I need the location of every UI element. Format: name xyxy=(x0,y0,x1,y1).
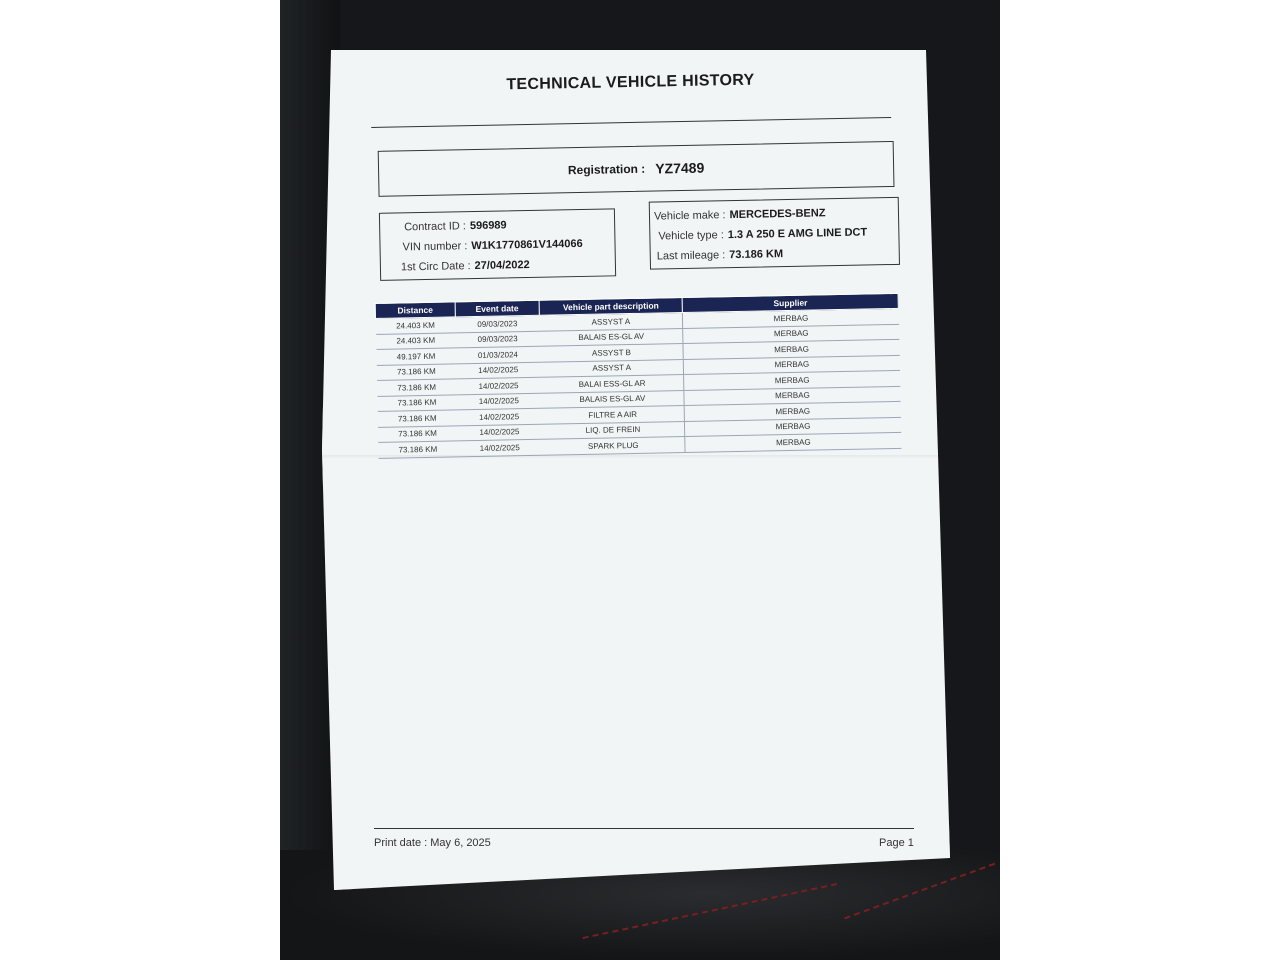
contract-id-value: 596989 xyxy=(469,219,507,233)
part-description-cell: BALAI ESS-GL AR xyxy=(540,375,684,393)
supplier-cell: MERBAG xyxy=(684,355,900,375)
vehicle-make-row xyxy=(654,207,826,222)
event-date-cell: 01/03/2024 xyxy=(456,346,540,363)
seat-stitch xyxy=(582,883,837,941)
supplier-cell: MERBAG xyxy=(684,386,900,406)
event-date-cell: 14/02/2025 xyxy=(456,377,540,394)
supplier-cell: MERBAG xyxy=(685,401,901,421)
part-description-cell: LIQ. DE FREIN xyxy=(541,421,685,439)
event-date-cell: 14/02/2025 xyxy=(457,408,541,425)
contract-id-row xyxy=(404,219,507,233)
distance-cell: 24.403 KM xyxy=(375,317,455,334)
column-header-distance: Distance xyxy=(375,302,455,319)
registration-label: Registration : xyxy=(567,161,646,178)
supplier-cell: MERBAG xyxy=(685,417,901,437)
document-title: TECHNICAL VEHICLE HISTORY xyxy=(506,71,755,94)
service-history-table xyxy=(375,293,902,459)
contract-info-box xyxy=(379,208,616,281)
supplier-cell: MERBAG xyxy=(683,324,899,344)
vehicle-make-value: MERCEDES-BENZ xyxy=(729,207,826,222)
supplier-cell: MERBAG xyxy=(684,370,900,390)
supplier-cell: MERBAG xyxy=(683,308,899,328)
supplier-cell: MERBAG xyxy=(683,339,899,359)
vin-value: W1K1770861V144066 xyxy=(471,237,583,253)
page-number: Page 1 xyxy=(879,837,914,849)
last-mileage-label: Last mileage : xyxy=(656,249,726,263)
print-date: Print date : May 6, 2025 xyxy=(374,837,491,849)
distance-cell: 73.186 KM xyxy=(377,394,457,411)
distance-cell: 73.186 KM xyxy=(377,379,457,396)
first-circ-label: 1st Circ Date : xyxy=(400,260,471,274)
distance-cell: 24.403 KM xyxy=(376,332,456,349)
column-header-event-date: Event date xyxy=(455,300,539,317)
distance-cell: 73.186 KM xyxy=(378,441,458,458)
registration-value: YZ7489 xyxy=(655,159,705,177)
part-description-cell: ASSYST B xyxy=(540,344,684,362)
vin-label: VIN number : xyxy=(402,240,468,254)
last-mileage-value: 73.186 KM xyxy=(729,248,784,262)
column-header-supplier: Supplier xyxy=(683,293,899,312)
first-circ-value: 27/04/2022 xyxy=(474,258,530,273)
event-date-cell: 09/03/2023 xyxy=(455,315,539,332)
column-header-part-description: Vehicle part description xyxy=(539,298,683,316)
vin-row xyxy=(402,238,582,253)
part-description-cell: ASSYST A xyxy=(539,313,683,331)
part-description-cell: SPARK PLUG xyxy=(542,437,686,455)
part-description-cell: FILTRE A AIR xyxy=(541,406,685,424)
vehicle-type-value: 1.3 A 250 E AMG LINE DCT xyxy=(727,226,868,242)
distance-cell: 73.186 KM xyxy=(376,363,456,380)
event-date-cell: 09/03/2023 xyxy=(456,331,540,348)
vehicle-info-box xyxy=(649,197,900,270)
vehicle-type-row xyxy=(658,226,867,242)
event-date-cell: 14/02/2025 xyxy=(457,424,541,441)
footer-divider xyxy=(374,828,914,829)
vehicle-make-label: Vehicle make : xyxy=(653,209,726,223)
part-description-cell: BALAIS ES-GL AV xyxy=(541,390,685,408)
event-date-cell: 14/02/2025 xyxy=(457,393,541,410)
part-description-cell: ASSYST A xyxy=(540,359,684,377)
vehicle-type-label: Vehicle type : xyxy=(658,229,724,243)
distance-cell: 73.186 KM xyxy=(377,425,457,442)
distance-cell: 73.186 KM xyxy=(377,410,457,427)
distance-cell: 49.197 KM xyxy=(376,348,456,365)
contract-id-label: Contract ID : xyxy=(404,220,467,234)
part-description-cell: BALAIS ES-GL AV xyxy=(539,328,683,346)
event-date-cell: 14/02/2025 xyxy=(456,362,540,379)
first-circ-row xyxy=(401,259,530,273)
seat-stitch xyxy=(844,863,996,921)
supplier-cell: MERBAG xyxy=(685,432,901,452)
last-mileage-row xyxy=(657,248,784,262)
event-date-cell: 14/02/2025 xyxy=(458,439,542,456)
